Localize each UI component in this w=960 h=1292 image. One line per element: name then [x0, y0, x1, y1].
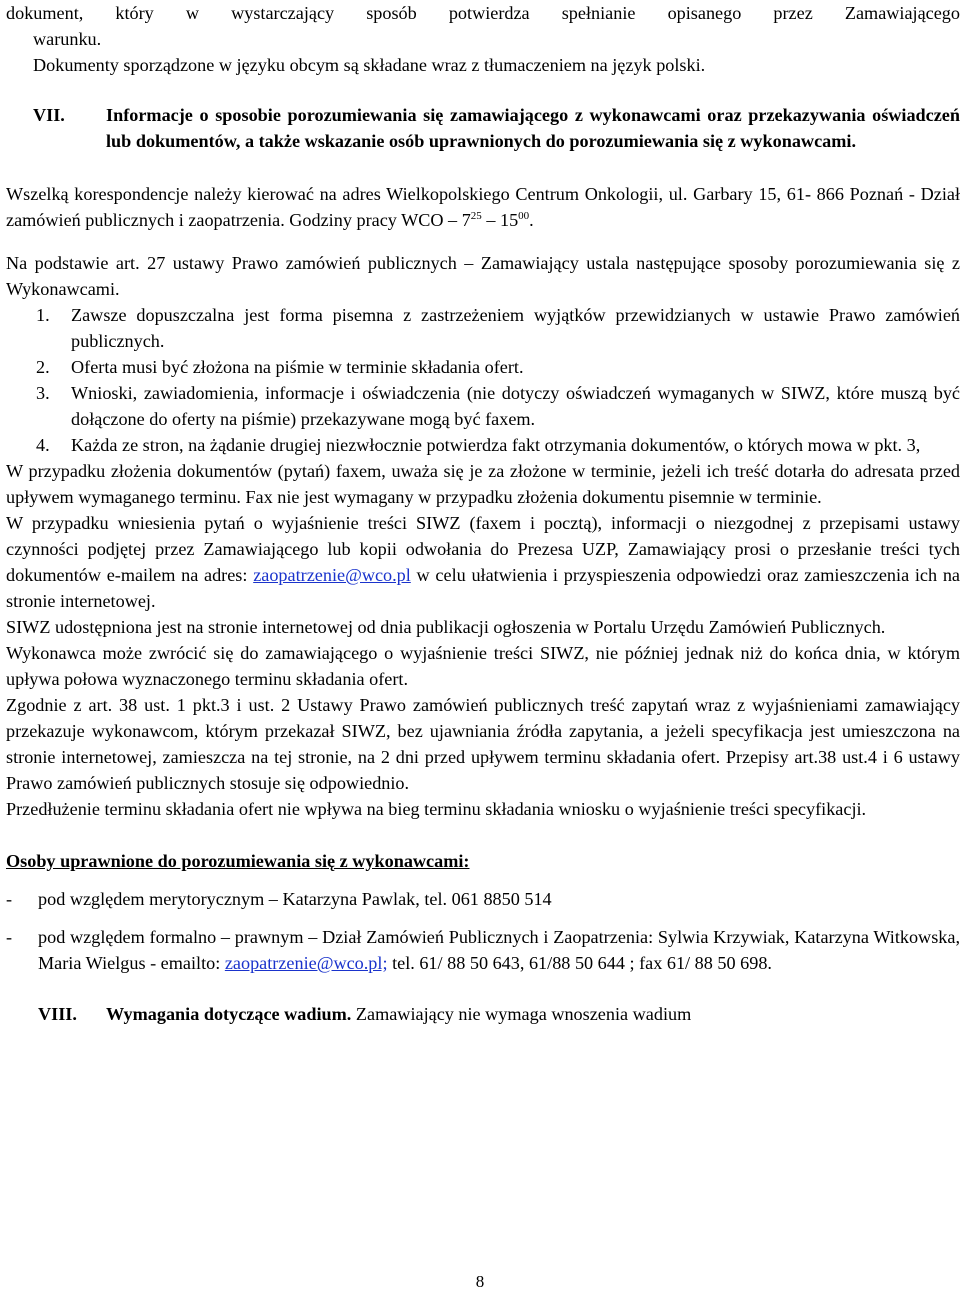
- art38-paragraph: Zgodnie z art. 38 ust. 1 pkt.3 i ust. 2 Ustawy Prawo zamówień publicznych treść zapytań wraz z wyjaśnieniami zamawiający przekazuje wykonawcom, którym przekazał SIWZ, bez ujawniania źródła zapytania, a jeżeli specyfikacja jest umieszczona na stronie internetowej, zamieszcza na tej stronie, na 2 dni przed upływem terminu składania ofert. Przepisy art.38 ust.4 i 6 ustawy Prawo zamówień publicznych stosuje się odpowiednio.: [6, 695, 960, 793]
- persons-item-1-text: pod względem merytorycznym – Katarzyna Pawlak, tel. 061 8850 514: [38, 889, 552, 909]
- top-line-1: dokument, który w wystarczający sposób potwierdza spełnianie opisanego przez Zamawiającego: [6, 3, 960, 23]
- persons-item-2: [6, 924, 960, 976]
- section-8-heading: Wymagania dotyczące wadium.: [106, 1004, 352, 1024]
- hour-to-sup: 00: [518, 209, 530, 222]
- section-7-title: Informacje o sposobie porozumiewania się zamawiającego z wykonawcami oraz przekazywania oświadczeń lub dokumentów, a także wskazanie osób uprawnionych do porozumiewania się z wykonawcami.: [106, 105, 960, 151]
- fax-paragraph: W przypadku złożenia dokumentów (pytań) faxem, uważa się je za złożone w terminie, jeżeli ich treść dotarła do adresata przed upływem wymaganego terminu. Fax nie jest wymagany w przypadku złożenia dokumentu pisemnie w terminie.: [6, 461, 960, 507]
- extension-paragraph: Przedłużenie terminu składania ofert nie wpływa na bieg terminu składania wniosku o wyjaśnienie treści specyfikacji.: [6, 799, 867, 819]
- section-8-number: VIII.: [38, 1004, 77, 1024]
- clarify-paragraph: Wykonawca może zwrócić się do zamawiającego o wyjaśnienie treści SIWZ, nie później jednak niż do końca dnia, w którym upływa połowa wyznaczonego terminu składania ofert.: [6, 643, 960, 689]
- section-7-number: VII.: [33, 105, 65, 125]
- persons-heading: Osoby uprawnione do porozumiewania się z wykonawcami:: [6, 851, 470, 871]
- persons-item-1: [6, 886, 960, 912]
- correspondence-text: Wszelką korespondencje należy kierować na adres Wielkopolskiego Centrum Onkologii, ul. Garbary 15, 61- 866 Poznań - Dział zamówień publicznych i zaopatrzenia. Godziny pracy WCO – 7: [6, 184, 960, 230]
- persons-item-2-text: pod względem formalno – prawnym – Dział Zamówień Publicznych i Zaopatrzenia: Sylwia Krzywiak, Katarzyna Witkowska, Maria Wielgus - emailto:: [38, 927, 960, 973]
- email-link[interactable]: zaopatrzenie@wco.pl: [253, 565, 411, 585]
- section-8-text: Zamawiający nie wymaga wnoszenia wadium: [351, 1004, 692, 1024]
- email-text-after: w celu ułatwienia i przyspieszenia odpowiedzi oraz zamieszczenia ich na stronie internetowej.: [6, 565, 960, 611]
- list-number: 2.: [36, 357, 50, 377]
- page-number: 8: [475, 1272, 485, 1291]
- list-item: [6, 380, 960, 432]
- list-text: Wnioski, zawiadomienia, informacje i oświadczenia (nie dotyczy oświadczeń wymaganych w SIWZ, które muszą być dołączone do oferty na piśmie) przekazywane mogą być faxem.: [71, 383, 960, 429]
- list-text: Każda ze stron, na żądanie drugiej niezwłocznie potwierdza fakt otrzymania dokumentów, o których mowa w pkt. 3,: [71, 435, 921, 455]
- hour-from-sup: 25: [470, 209, 482, 222]
- list-item: [6, 354, 960, 380]
- dash-marker: -: [6, 889, 13, 909]
- hour-to: – 15: [481, 210, 519, 230]
- list-text: Zawsze dopuszczalna jest forma pisemna z zastrzeżeniem wyjątków przewidzianych w ustawie Prawo zamówień publicznych.: [71, 305, 960, 351]
- list-item: [6, 302, 960, 354]
- document-page: [6, 0, 960, 1027]
- section-7-heading: [6, 102, 960, 154]
- basis-paragraph: Na podstawie art. 27 ustawy Prawo zamówień publicznych – Zamawiający ustala następujące sposoby porozumiewania się z Wykonawcami.: [6, 253, 960, 299]
- list-text: Oferta musi być złożona na piśmie w terminie składania ofert.: [71, 357, 524, 377]
- email-text-before: W przypadku wniesienia pytań o wyjaśnienie treści SIWZ (faxem i pocztą), informacji o niezgodnej z przepisami ustawy czynności podjętej przez Zamawiającego lub kopii odwołania do Prezesa UZP, Zamawiający prosi o przesłanie treści tych dokumentów e-mailem na adres:: [6, 513, 960, 585]
- correspondence-paragraph: [6, 181, 960, 233]
- top-line-3: Dokumenty sporządzone w języku obcym są składane wraz z tłumaczeniem na język polski.: [33, 55, 706, 75]
- dash-marker: -: [6, 927, 13, 947]
- correspondence-end: .: [529, 210, 534, 230]
- section-8: [6, 1001, 960, 1027]
- email-link-2[interactable]: zaopatrzenie@wco.pl;: [224, 953, 388, 973]
- list-number: 1.: [36, 305, 50, 325]
- rules-list: [6, 302, 960, 458]
- persons-item-2-tail: tel. 61/ 88 50 643, 61/88 50 644 ; fax 61/ 88 50 698.: [387, 953, 772, 973]
- list-number: 4.: [36, 435, 50, 455]
- list-item: [6, 432, 960, 458]
- email-paragraph: [6, 510, 960, 614]
- siwz-paragraph: SIWZ udostępniona jest na stronie internetowej od dnia publikacji ogłoszenia w Portalu Urzędu Zamówień Publicznych.: [6, 617, 886, 637]
- list-number: 3.: [36, 383, 50, 403]
- top-line-2: warunku.: [33, 29, 102, 49]
